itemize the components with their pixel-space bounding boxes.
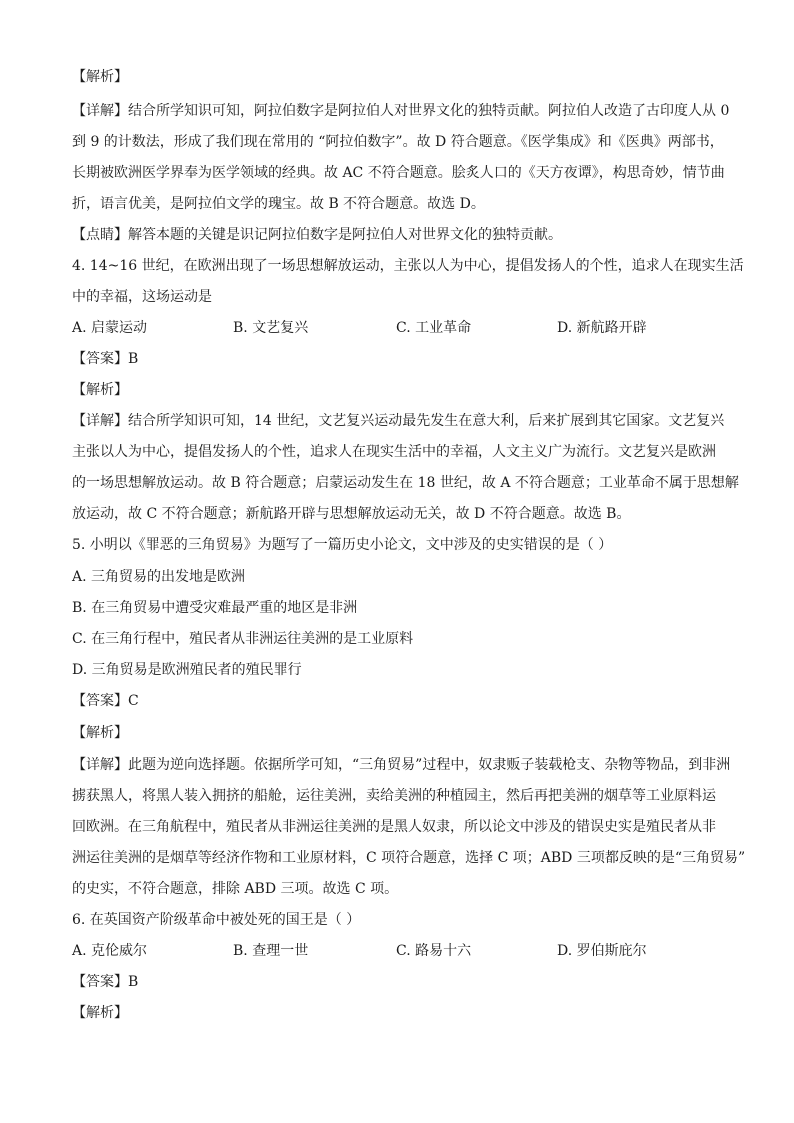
q4-stem-line-2: 中的幸福，这场运动是	[72, 289, 212, 305]
q4-option-c: C. 工业革命	[396, 320, 472, 336]
q4-answer: 【答案】B	[72, 351, 139, 367]
q6-analysis-label: 【解析】	[72, 1005, 128, 1021]
q4-option-a: A. 启蒙运动	[72, 320, 148, 336]
q5-detail-line-5: 的史实，不符合题意，排除 ABD 三项。故选 C 项。	[72, 881, 399, 897]
q4-option-d: D. 新航路开辟	[557, 320, 647, 336]
q5-detail-line-4: 洲运往美洲的是烟草等经济作物和工业原材料，C 项符合题意，选择 C 项；ABD 三项都反映的是“三角贸易”	[72, 850, 746, 866]
q4-detail-line-1: 【详解】结合所学知识可知，14 世纪，文艺复兴运动最先发生在意大利，后来扩展到其它国家。文艺复兴	[72, 413, 725, 429]
q4-analysis-label: 【解析】	[72, 382, 128, 398]
q5-answer: 【答案】C	[72, 693, 139, 709]
q6-stem: 6. 在英国资产阶级革命中被处死的国王是（ ）	[72, 912, 361, 928]
q3-detail-line-4: 折，语言优美，是阿拉伯文学的瑰宝。故 B 不符合题意。故选 D。	[72, 196, 485, 212]
q5-option-b: B. 在三角贸易中遭受灾难最严重的地区是非洲	[72, 600, 358, 616]
q4-option-b: B. 文艺复兴	[233, 320, 309, 336]
q5-option-a: A. 三角贸易的出发地是欧洲	[72, 569, 246, 585]
q6-answer: 【答案】B	[72, 974, 139, 990]
q4-stem-line-1: 4. 14~16 世纪，在欧洲出现了一场思想解放运动，主张以人为中心，提倡发扬人的个性，追求人在现实生活	[72, 258, 744, 274]
q3-comment: 【点睛】解答本题的关键是识记阿拉伯数字是阿拉伯人对世界文化的独特贡献。	[72, 227, 562, 243]
q5-option-d: D. 三角贸易是欧洲殖民者的殖民罪行	[72, 662, 302, 678]
q4-detail-line-2: 主张以人为中心，提倡发扬人的个性，追求人在现实生活中的幸福，人文主义广为流行。文艺复兴是欧洲	[72, 444, 716, 460]
q4-detail-line-4: 放运动，故 C 不符合题意；新航路开辟与思想解放运动无关，故 D 不符合题意。故选 B。	[72, 506, 631, 522]
q5-detail-line-2: 掳获黑人，将黑人装入拥挤的船舱，运往美洲，卖给美洲的种植园主，然后再把美洲的烟草等工业原料运	[72, 788, 716, 804]
q6-option-a: A. 克伦威尔	[72, 943, 148, 959]
q3-detail-line-1: 【详解】结合所学知识可知，阿拉伯数字是阿拉伯人对世界文化的独特贡献。阿拉伯人改造了古印度人从 0	[72, 103, 730, 119]
q6-option-d: D. 罗伯斯庇尔	[557, 943, 647, 959]
q5-analysis-label: 【解析】	[72, 725, 128, 741]
q5-detail-line-1: 【详解】此题为逆向选择题。依据所学可知，“三角贸易”过程中，奴隶贩子装载枪支、杂物等物品，到非洲	[72, 757, 731, 773]
q5-stem: 5. 小明以《罪恶的三角贸易》为题写了一篇历史小论文，文中涉及的史实错误的是（ ）	[72, 537, 613, 553]
q4-detail-line-3: 的一场思想解放运动。故 B 符合题意；启蒙运动发生在 18 世纪，故 A 不符合题意；工业革命不属于思想解	[72, 475, 739, 491]
q3-analysis-label: 【解析】	[72, 69, 128, 85]
q5-option-c: C. 在三角行程中，殖民者从非洲运往美洲的是工业原料	[72, 631, 414, 647]
q3-detail-line-2: 到 9 的计数法，形成了我们现在常用的 “阿拉伯数字”。故 D 符合题意。《医学集成》和《医典》两部书，	[72, 134, 724, 150]
q6-option-c: C. 路易十六	[396, 943, 472, 959]
q6-option-b: B. 查理一世	[233, 943, 309, 959]
q3-detail-line-3: 长期被欧洲医学界奉为医学领域的经典。故 AC 不符合题意。脍炙人口的《天方夜谭》，构思奇妙，情节曲	[72, 165, 725, 181]
q5-detail-line-3: 回欧洲。在三角航程中，殖民者从非洲运往美洲的是黑人奴隶，所以论文中涉及的错误史实是殖民者从非	[72, 819, 716, 835]
